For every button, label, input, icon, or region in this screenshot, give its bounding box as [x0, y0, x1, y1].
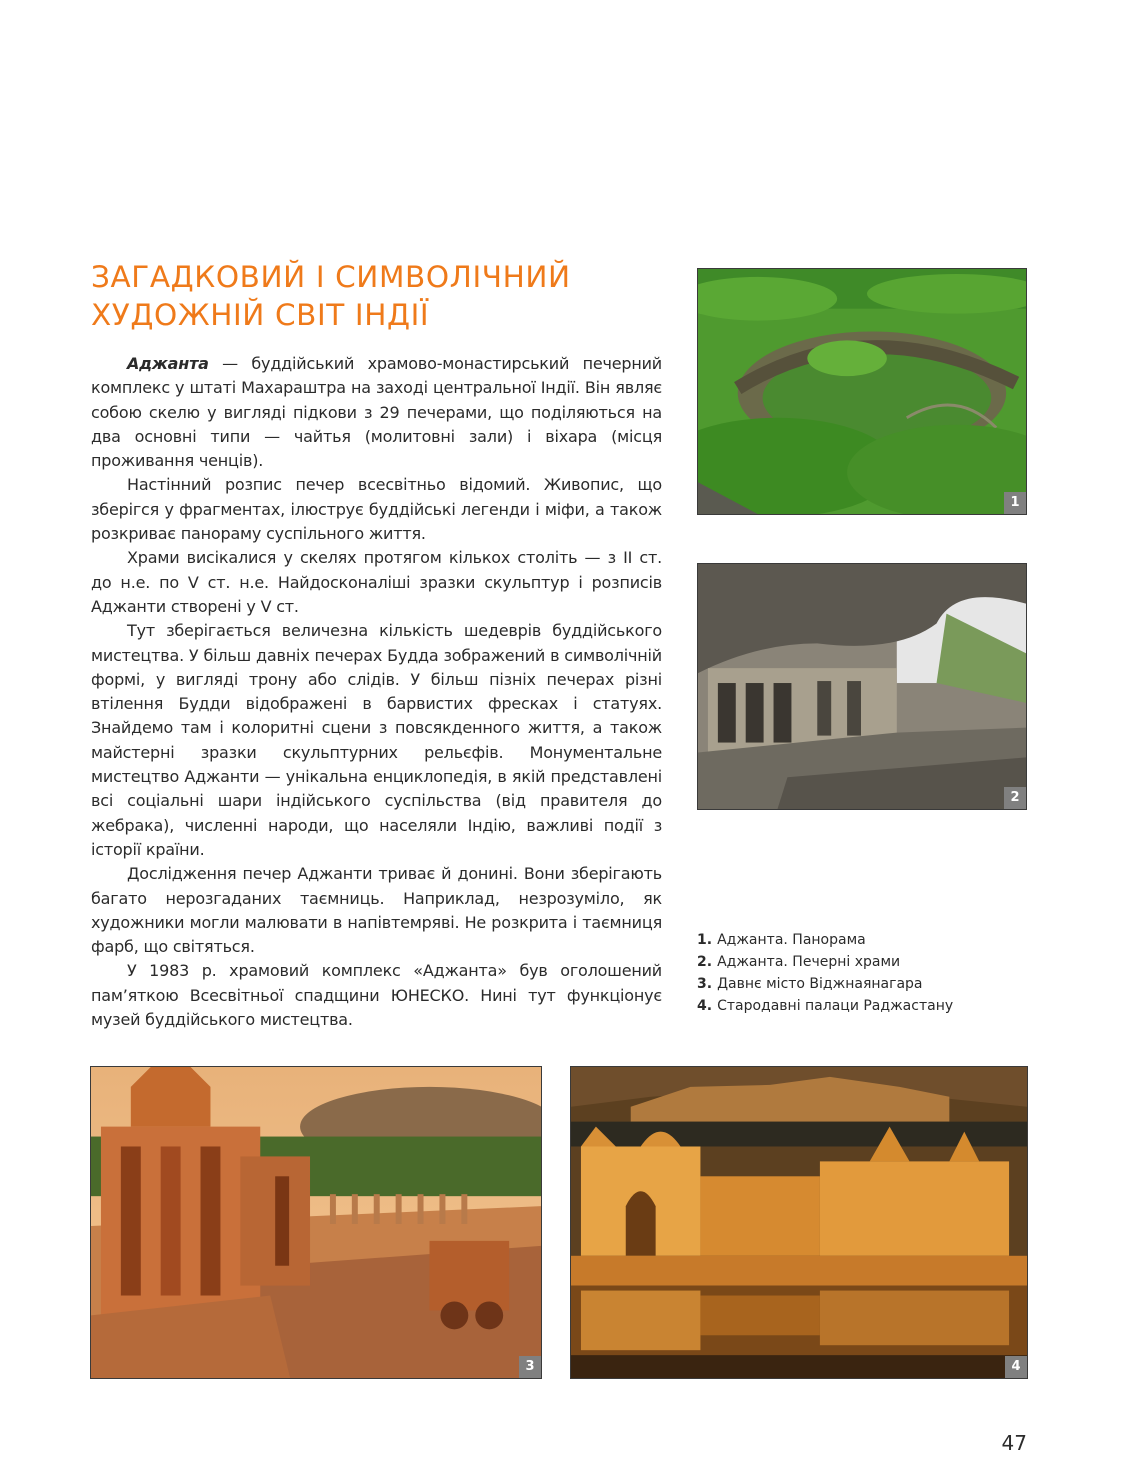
section-title-line: ХУДОЖНІЙ СВІТ ІНДІЇ	[91, 298, 430, 332]
photo-number-badge: 4	[1005, 1356, 1027, 1378]
photo-rajasthan-palaces-image	[571, 1067, 1027, 1378]
section-title-line: ЗАГАДКОВИЙ І СИМВОЛІЧНИЙ	[91, 260, 571, 294]
paragraph: Настінний розпис печер всесвітньо відомий. Живопис, що зберігся у фрагментах, ілюструє буддійські легенди і міфи, а також розкриває панораму суспільного життя.	[91, 475, 662, 544]
paragraph: Дослідження печер Аджанти триває й донині. Вони зберігають багато нерозгаданих таємниць. Наприклад, незрозуміло, як художники могли малювати в напівтемряві. Не розкрита і таємниця фарб, що світяться.	[91, 864, 662, 957]
photo-ajanta-cave-temples	[697, 563, 1027, 810]
caption-item: 1. Аджанта. Панорама	[697, 932, 866, 948]
photo-ajanta-panorama	[697, 268, 1027, 515]
paragraph	[91, 352, 662, 473]
photo-vijayanagara	[90, 1066, 542, 1379]
photo-ajanta-cave-temples-image	[698, 564, 1026, 809]
photo-number-badge: 1	[1004, 492, 1026, 514]
caption-item: 3. Давнє місто Віджнаянагара	[697, 976, 923, 992]
paragraph: У 1983 р. храмовий комплекс «Аджанта» був оголошений пам’яткою Всесвітньої спадщини ЮНЕСКО. Нині тут функціонує музей буддійського мистецтва.	[91, 961, 662, 1030]
paragraph: Тут зберігається величезна кількість шедеврів буддійського мистецтва. У більш давніх печерах Будда зображений в символічній формі, у вигляді трону або слідів. У більш пізніх печерах різні втілення Будди відображені в барвистих фресках і статуях. Знайдемо там і колоритні сцени з повсякденного життя, а також майстерні зразки скульптурних рельєфів. Монументальне мистецтво Аджанти — унікальна енциклопедія, в якій представлені всі соціальні шари індійського суспільства (від правителя до жебрака), численні народи, що населяли Індію, важливі події з історії країни.	[91, 621, 662, 859]
photo-rajasthan-palaces	[570, 1066, 1028, 1379]
photo-number-badge: 3	[519, 1356, 541, 1378]
photo-ajanta-panorama-image	[698, 269, 1026, 514]
photo-vijayanagara-image	[91, 1067, 541, 1378]
paragraph-text: — буддійський храмово-монастирський печерний комплекс у штаті Махараштра на заході центральної Індії. Він являє собою скелю у вигляді підкови з 29 печерами, що поділяються на два основні типи — чайтья (молитовні зали) і віхара (місця проживання ченців).	[91, 354, 662, 471]
photo-captions	[697, 929, 1027, 1017]
photo-number-badge: 2	[1004, 787, 1026, 809]
section-title	[91, 258, 611, 334]
caption-item: 2. Аджанта. Печерні храми	[697, 954, 901, 970]
paragraph: Храми висікалися у скелях протягом кількох століть — з ІІ ст. до н.е. по V ст. н.е. Найдосконаліші зразки скульптур і розписів Аджанти створені у V ст.	[91, 548, 662, 616]
term-ajanta: Аджанта	[127, 354, 209, 373]
page-number: 47	[1001, 1431, 1027, 1455]
caption-item: 4. Стародавні палаци Раджастану	[697, 998, 954, 1014]
article-body	[91, 352, 662, 1032]
